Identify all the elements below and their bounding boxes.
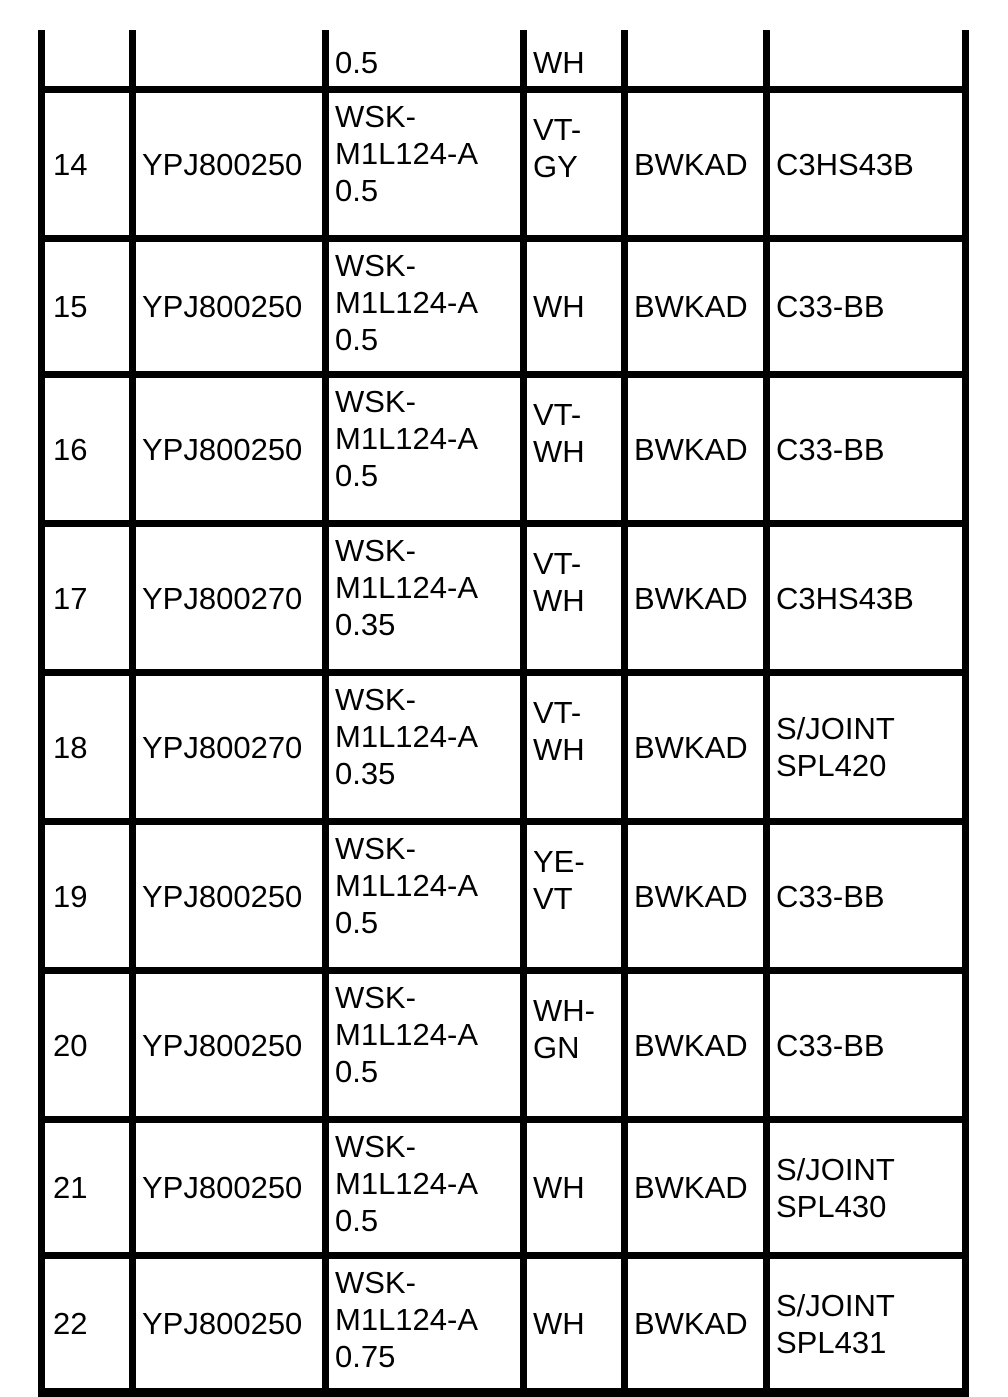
table-row: [42, 239, 966, 375]
table-row: [42, 673, 966, 822]
color-cell: VT- WH: [524, 375, 625, 524]
code-cell: BWKAD: [625, 375, 767, 524]
material-cell: 0.5: [326, 30, 524, 90]
part-number-cell: YPJ800270: [133, 524, 326, 673]
part-number-cell: YPJ800250: [133, 375, 326, 524]
code-cell: BWKAD: [625, 971, 767, 1120]
pin-cell: 16: [42, 375, 133, 524]
material-cell: WSK- M1L124-A 0.35: [326, 524, 524, 673]
wiring-table-page: [38, 30, 962, 1374]
material-cell: WSK- M1L124-A 0.75: [326, 1256, 524, 1393]
color-cell: WH: [524, 30, 625, 90]
color-cell: WH- GN: [524, 971, 625, 1120]
destination-cell: C3HS43B: [767, 524, 966, 673]
part-number-cell: YPJ800250: [133, 1120, 326, 1256]
wiring-table: [38, 30, 969, 1397]
part-number-cell: YPJ800250: [133, 90, 326, 239]
table-row: [42, 524, 966, 673]
part-number-cell: YPJ800270: [133, 673, 326, 822]
destination-cell: C33-BB: [767, 239, 966, 375]
destination-cell: S/JOINT SPL431: [767, 1256, 966, 1393]
part-number-cell: YPJ800250: [133, 239, 326, 375]
pin-cell: 14: [42, 90, 133, 239]
code-cell: BWKAD: [625, 1120, 767, 1256]
pin-cell: 15: [42, 239, 133, 375]
code-cell: BWKAD: [625, 90, 767, 239]
destination-cell: S/JOINT SPL420: [767, 673, 966, 822]
table-row: [42, 1256, 966, 1393]
material-cell: WSK- M1L124-A 0.5: [326, 239, 524, 375]
destination-cell: C33-BB: [767, 822, 966, 971]
pin-cell: 20: [42, 971, 133, 1120]
table-row: [42, 971, 966, 1120]
destination-cell: C33-BB: [767, 375, 966, 524]
table-row: [42, 822, 966, 971]
color-cell: WH: [524, 1256, 625, 1393]
table-row-continued: [42, 30, 966, 90]
material-cell: WSK- M1L124-A 0.5: [326, 1120, 524, 1256]
color-cell: VT- GY: [524, 90, 625, 239]
part-number-cell: YPJ800250: [133, 1256, 326, 1393]
destination-cell: C33-BB: [767, 971, 966, 1120]
material-cell: WSK- M1L124-A 0.35: [326, 673, 524, 822]
color-cell: YE- VT: [524, 822, 625, 971]
color-cell: WH: [524, 1120, 625, 1256]
table-row: [42, 375, 966, 524]
color-cell: WH: [524, 239, 625, 375]
code-cell: BWKAD: [625, 1256, 767, 1393]
code-cell: [625, 30, 767, 90]
part-number-cell: YPJ800250: [133, 822, 326, 971]
pin-cell: 19: [42, 822, 133, 971]
code-cell: BWKAD: [625, 239, 767, 375]
table-row: [42, 90, 966, 239]
pin-cell: 17: [42, 524, 133, 673]
color-cell: VT- WH: [524, 673, 625, 822]
material-cell: WSK- M1L124-A 0.5: [326, 822, 524, 971]
destination-cell: S/JOINT SPL430: [767, 1120, 966, 1256]
destination-cell: C3HS43B: [767, 90, 966, 239]
material-cell: WSK- M1L124-A 0.5: [326, 375, 524, 524]
pin-cell: 22: [42, 1256, 133, 1393]
code-cell: BWKAD: [625, 822, 767, 971]
pin-cell: 18: [42, 673, 133, 822]
code-cell: BWKAD: [625, 673, 767, 822]
table-row: [42, 1120, 966, 1256]
part-number-cell: [133, 30, 326, 90]
material-cell: WSK- M1L124-A 0.5: [326, 971, 524, 1120]
material-cell: WSK- M1L124-A 0.5: [326, 90, 524, 239]
pin-cell: 21: [42, 1120, 133, 1256]
part-number-cell: YPJ800250: [133, 971, 326, 1120]
color-cell: VT- WH: [524, 524, 625, 673]
destination-cell: [767, 30, 966, 90]
code-cell: BWKAD: [625, 524, 767, 673]
pin-cell: [42, 30, 133, 90]
